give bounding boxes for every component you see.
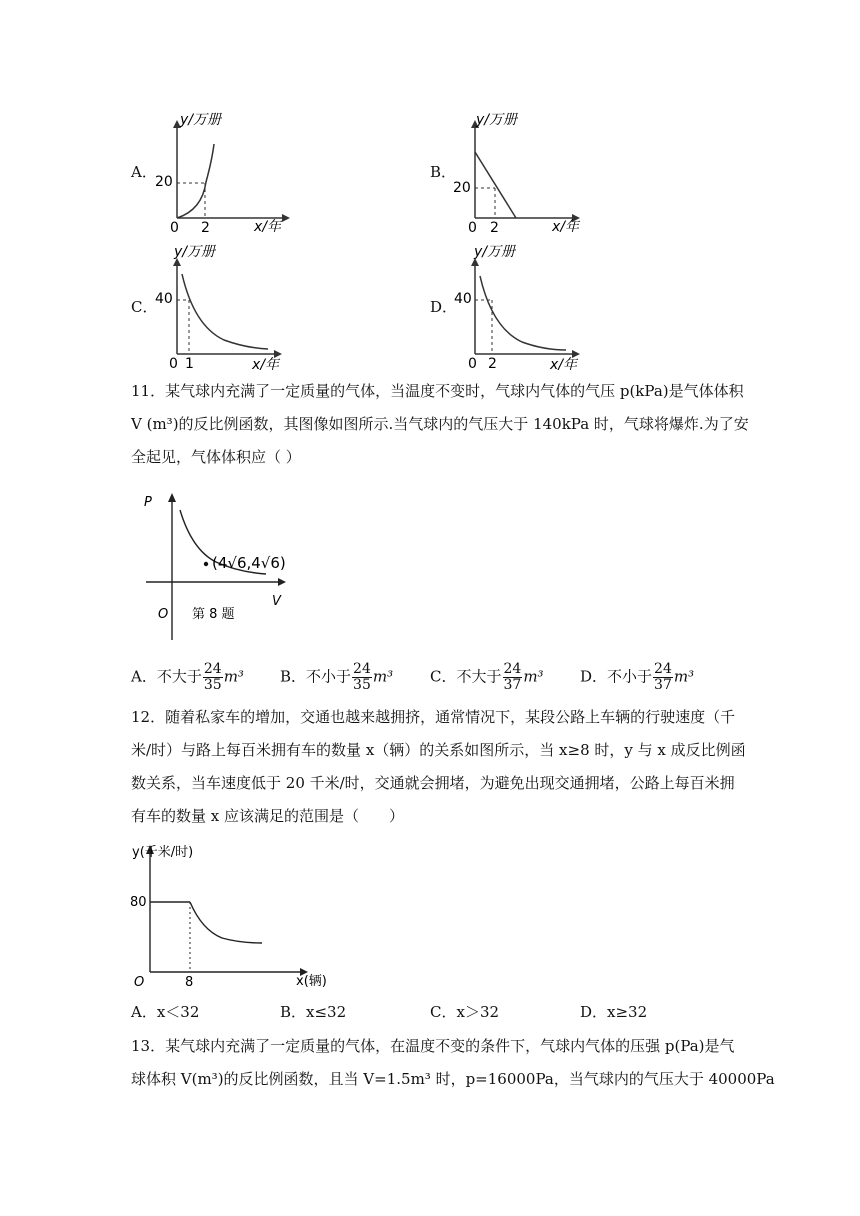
graph-b-xtick: 2 xyxy=(490,220,499,232)
q11-option-a-num: 24 xyxy=(203,661,222,677)
q12-line-4: 有车的数量 x 应该满足的范围是（ ） xyxy=(131,807,404,825)
q12-ytick: 80 xyxy=(130,895,147,910)
graph-c-origin: 0 xyxy=(169,356,178,370)
q12-option-d-letter: D． xyxy=(580,1003,608,1021)
graph-b-ylabel: y/万册 xyxy=(476,112,518,128)
graph-c-ytick: 40 xyxy=(155,291,173,307)
graph-d-xtick: 2 xyxy=(488,356,497,370)
q11-option-c-letter: C． xyxy=(430,667,457,686)
graph-d-ylabel: y/万册 xyxy=(474,244,516,260)
q11-option-b-fraction xyxy=(352,662,372,693)
graph-b-xlabel: x/年 xyxy=(552,219,580,232)
graph-d-ytick: 40 xyxy=(454,291,472,307)
q12-option-c-letter: C． xyxy=(430,1003,457,1021)
q11-origin: O xyxy=(158,607,169,622)
graph-b-origin: 0 xyxy=(468,220,477,232)
q11-option-d-num: 24 xyxy=(654,661,672,677)
q11-figure xyxy=(138,488,318,644)
graph-d-origin: 0 xyxy=(468,356,477,370)
q11-line-2: V (m³)的反比例函数，其图像如图所示.当气球内的气压大于 140kPa 时，气球将爆炸.为了安 xyxy=(131,415,749,433)
q11-line-3: 全起见，气体体积应（ ） xyxy=(131,448,301,466)
graph-c-xlabel: x/年 xyxy=(252,357,280,370)
q12-figure xyxy=(128,838,328,994)
q12-option-a-text: x＜32 xyxy=(156,1003,200,1021)
q12-option-a-letter: A． xyxy=(131,1003,157,1021)
q11-option-d-text: 不小于 xyxy=(607,667,653,686)
q12-line-3: 数关系，当车速度低于 20 千米/时，交通就会拥堵，为避免出现交通拥堵，公路上每百米拥 xyxy=(131,774,735,792)
q12-option-d xyxy=(580,1003,647,1021)
q11-option-c-fraction xyxy=(503,662,523,693)
q11-xlabel: V xyxy=(272,594,281,609)
q11-option-c-den: 37 xyxy=(503,677,522,693)
graph-c-ylabel: y/万册 xyxy=(174,244,216,260)
graph-d-xlabel: x/年 xyxy=(550,357,578,370)
option-a-letter: A． xyxy=(131,163,157,181)
q13-line-2: 球体积 V(m³)的反比例函数，且当 V=1.5m³ 时，p=16000Pa，当气球内的气压大于 40000Pa xyxy=(131,1070,775,1088)
option-b-letter: B． xyxy=(430,163,457,181)
q11-option-c xyxy=(430,662,544,693)
q11-option-c-text: 不大于 xyxy=(456,667,502,686)
q11-option-a-letter: A． xyxy=(131,667,157,686)
graph-c-xtick: 1 xyxy=(185,356,194,370)
q12-option-b-text: x≤32 xyxy=(306,1003,347,1021)
q11-option-b-num: 24 xyxy=(353,661,371,677)
q12-xtick: 8 xyxy=(185,975,194,990)
q11-option-a-den: 35 xyxy=(203,677,222,693)
q12-option-b xyxy=(280,1003,346,1021)
q11-option-c-unit: m³ xyxy=(523,667,544,686)
q11-option-a-text: 不大于 xyxy=(156,667,202,686)
graph-a-ylabel: y/万册 xyxy=(180,112,222,128)
q11-caption: 第 8 题 xyxy=(192,607,235,622)
q11-option-a xyxy=(131,662,244,693)
q11-line-1: 11．某气球内充满了一定质量的气体，当温度不变时，气球内气体的气压 p(kPa)是气体体积 xyxy=(131,382,744,400)
q11-option-a-unit: m³ xyxy=(223,667,244,686)
q12-option-d-text: x≥32 xyxy=(607,1003,648,1021)
q12-origin: O xyxy=(134,975,145,990)
q12-ylabel: y(千米/时) xyxy=(132,845,194,860)
q11-option-b-den: 35 xyxy=(353,677,371,693)
q12-line-2: 米/时）与路上每百米拥有车的数量 x（辆）的关系如图所示，当 x≥8 时，y 与 x 成反比例函 xyxy=(131,741,746,759)
q12-line-1: 12．随着私家车的增加，交通也越来越拥挤，通常情况下，某段公路上车辆的行驶速度（千 xyxy=(131,708,736,726)
q12-option-b-letter: B． xyxy=(280,1003,307,1021)
q12-xlabel: x(辆) xyxy=(296,974,327,989)
graph-d xyxy=(448,236,588,370)
graph-a xyxy=(150,100,290,232)
graph-b-ytick: 20 xyxy=(453,180,471,196)
graph-a-origin: 0 xyxy=(170,220,179,232)
q11-option-c-num: 24 xyxy=(503,661,522,677)
graph-c xyxy=(150,236,290,370)
graph-a-ytick: 20 xyxy=(155,174,173,190)
q11-option-b-text: 不小于 xyxy=(306,667,352,686)
q12-option-c xyxy=(430,1003,499,1021)
option-d-letter: D． xyxy=(430,298,458,316)
q11-option-d-letter: D． xyxy=(580,667,608,686)
q12-option-c-text: x＞32 xyxy=(456,1003,500,1021)
graph-a-xtick: 2 xyxy=(201,220,210,232)
q11-option-b-letter: B． xyxy=(280,667,307,686)
option-c-letter: C． xyxy=(131,298,158,316)
q11-option-a-fraction xyxy=(203,662,223,693)
graph-b xyxy=(448,100,588,232)
q11-point-label: (4√6,4√6) xyxy=(212,554,286,572)
q11-option-b xyxy=(280,662,393,693)
q11-option-d-den: 37 xyxy=(654,677,672,693)
q12-option-a xyxy=(131,1003,199,1021)
q13-line-1: 13．某气球内充满了一定质量的气体，在温度不变的条件下，气球内气体的压强 p(Pa)是气 xyxy=(131,1037,735,1055)
graph-a-xlabel: x/年 xyxy=(254,219,282,232)
q11-option-d xyxy=(580,662,694,693)
q11-ylabel: P xyxy=(144,495,152,510)
q11-option-d-unit: m³ xyxy=(673,667,695,686)
q11-option-d-fraction xyxy=(653,662,673,693)
q11-option-b-unit: m³ xyxy=(372,667,394,686)
